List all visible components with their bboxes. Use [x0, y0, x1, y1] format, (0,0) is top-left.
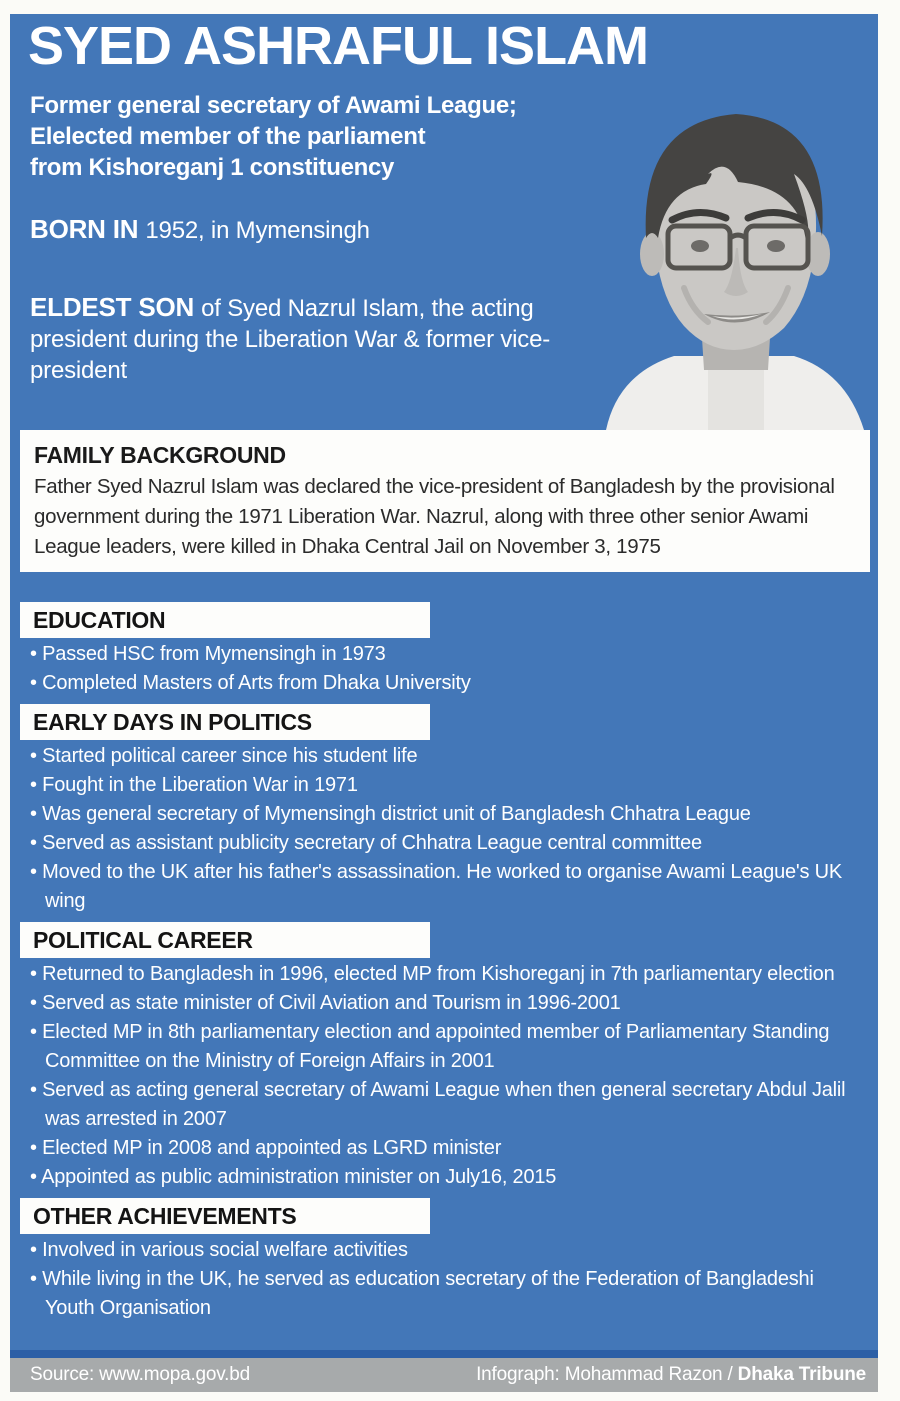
infographic-panel: [10, 14, 878, 1350]
footer-credit-prefix: Infograph: Mohammad Razon /: [476, 1364, 738, 1385]
subtitle-line-2: Elelected member of the parliament: [30, 123, 426, 150]
section-education: [10, 602, 878, 698]
subtitle-line-1: Former general secretary of Awami League;: [30, 92, 517, 119]
portrait-photo-art: [588, 78, 878, 430]
bullet-item: • Moved to the UK after his father's assassination. He worked to organise Awami League's UK wing: [30, 858, 860, 916]
family-background-body: Father Syed Nazrul Islam was declared the vice-president of Bangladesh by the provisional government during the 1971 Liberation War. Nazrul, along with three other senior Awami League leaders, were killed in Dhaka Central Jail on November 3, 1975: [34, 475, 835, 558]
section-heading: OTHER ACHIEVEMENTS: [20, 1198, 430, 1234]
bullet-item: • Served as state minister of Civil Aviation and Tourism in 1996-2001: [30, 989, 860, 1018]
family-background-heading: FAMILY BACKGROUND: [34, 442, 286, 468]
bullet-item: • Elected MP in 8th parliamentary election and appointed member of Parliamentary Standing Committee on the Ministry of Foreign Affairs in 2001: [30, 1018, 860, 1076]
page-title: SYED ASHRAFUL ISLAM: [28, 16, 649, 76]
subtitle-line-3: from Kishoreganj 1 constituency: [30, 154, 395, 181]
section-political-career: [10, 922, 878, 1192]
bullet-list: [10, 640, 878, 698]
footer-divider: [10, 1350, 878, 1358]
eldest-son-value: of Syed Nazrul Islam, the acting president during the Liberation War & former vice-president: [30, 295, 551, 384]
bullet-item: • Returned to Bangladesh in 1996, elected MP from Kishoreganj in 7th parliamentary election: [30, 960, 860, 989]
bullet-item: • Served as assistant publicity secretary of Chhatra League central committee: [30, 829, 860, 858]
bullet-list: [10, 1236, 878, 1323]
bullet-item: • Was general secretary of Mymensingh district unit of Bangladesh Chhatra League: [30, 800, 860, 829]
bullet-item: • Fought in the Liberation War in 1971: [30, 771, 860, 800]
bullet-item: • Involved in various social welfare activities: [30, 1236, 860, 1265]
subtitle: [30, 90, 590, 183]
bullet-item: • Started political career since his student life: [30, 742, 860, 771]
section-other-achievements: [10, 1198, 878, 1323]
bullet-item: • Appointed as public administration minister on July16, 2015: [30, 1163, 860, 1192]
footer-credit-brand: Dhaka Tribune: [737, 1364, 866, 1385]
born-in-line: [30, 214, 370, 246]
bullet-item: • Completed Masters of Arts from Dhaka University: [30, 669, 860, 698]
section-early-days: [10, 704, 878, 916]
section-heading: EDUCATION: [20, 602, 430, 638]
section-heading: EARLY DAYS IN POLITICS: [20, 704, 430, 740]
footer-credit: [476, 1358, 866, 1392]
born-in-label: BORN IN: [30, 214, 146, 244]
bullet-list: [10, 960, 878, 1192]
family-background-section: [20, 430, 870, 572]
bullet-item: • While living in the UK, he served as education secretary of the Federation of Bangladeshi Youth Organisation: [30, 1265, 860, 1323]
bullet-item: • Elected MP in 2008 and appointed as LGRD minister: [30, 1134, 860, 1163]
bullet-item: • Passed HSC from Mymensingh in 1973: [30, 640, 860, 669]
footer-bar: [10, 1358, 878, 1392]
eldest-son-block: [30, 292, 555, 386]
bullet-item: • Served as acting general secretary of Awami League when then general secretary Abdul Jalil was arrested in 2007: [30, 1076, 860, 1134]
eldest-son-label: ELDEST SON: [30, 292, 202, 322]
section-heading: POLITICAL CAREER: [20, 922, 430, 958]
footer-source: Source: www.mopa.gov.bd: [30, 1364, 250, 1385]
portrait-photo: [588, 78, 878, 430]
born-in-value: 1952, in Mymensingh: [145, 217, 370, 244]
sections: [10, 602, 878, 1329]
bullet-list: [10, 742, 878, 916]
